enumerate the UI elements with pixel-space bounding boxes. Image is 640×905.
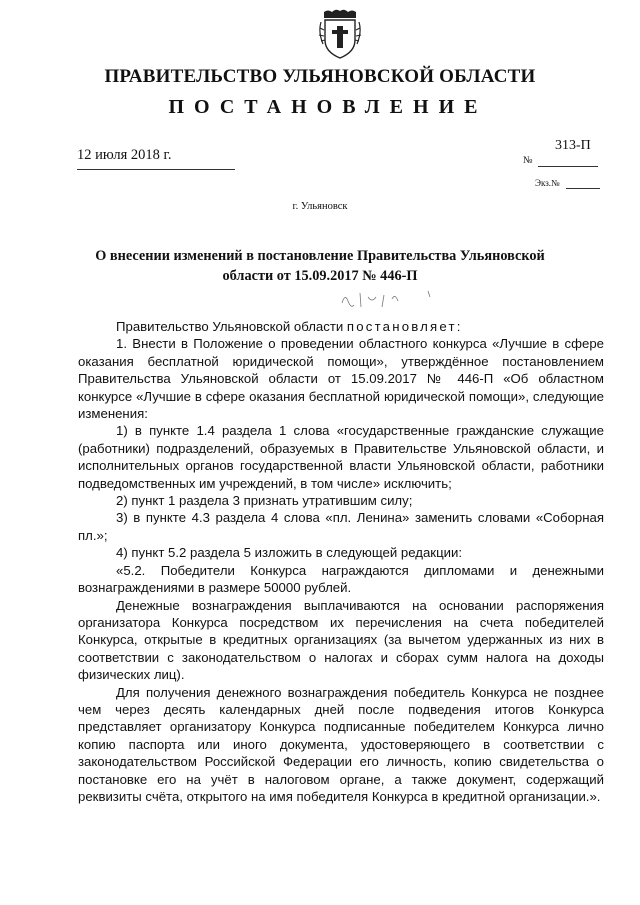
handwritten-mark bbox=[332, 285, 442, 315]
copy-number-label: Экз.№ bbox=[535, 178, 560, 188]
document-heading: О внесении изменений в постановление Правительства Ульяновской области от 15.09.2017 № 446-П bbox=[95, 248, 545, 284]
city-label: г. Ульяновск bbox=[292, 201, 348, 212]
body-paragraph: Для получения денежного вознаграждения победитель Конкурса не позднее чем через десять календарных дней после подведения итогов Конкурса представляет организатору Конкурса подписанные победителем Конкурса лично копию паспорта или иного документа, удостоверяющего в соответствии с законодательством Российской Федерации его личность, копию свидетельства о постановке его на учёт в налоговом органе, а также документ, содержащий реквизиты счёта, открытого на имя победителя Конкурса в кредитной организации.». bbox=[78, 684, 604, 804]
body-paragraph: Денежные вознаграждения выплачиваются на основании распоряжения организатора Конкурса посредством их перечисления на счета победителей Конкурса, открытые в кредитных организациях (за вычетом удержанных из них в соответствии с законодательством о налогах и сборах сумм налога на доходы физических лиц). bbox=[78, 597, 604, 683]
document-type: ПОСТАНОВЛЕНИЕ bbox=[168, 96, 488, 118]
body-paragraph: 3) в пункте 4.3 раздела 4 слова «пл. Ленина» заменить словами «Соборная пл.»; bbox=[78, 510, 604, 543]
document-date: 12 июля 2018 г. bbox=[77, 147, 172, 163]
number-sign: № bbox=[523, 155, 533, 166]
body-paragraph: 1) в пункте 1.4 раздела 1 слова «государственные гражданские служащие (работники) подразделений, образуемых в Правительстве Ульяновской области, и исполнительных органов государственной власти Ульяновской области, работники подведомственных им учреждений, в том числе» исключить; bbox=[78, 423, 604, 491]
intro-verb: постановляет: bbox=[346, 319, 463, 334]
number-underline bbox=[538, 166, 598, 167]
copy-number-underline bbox=[566, 188, 600, 189]
document-body bbox=[78, 318, 604, 805]
government-title: ПРАВИТЕЛЬСТВО УЛЬЯНОВСКОЙ ОБЛАСТИ bbox=[104, 66, 536, 87]
body-paragraph: 1. Внести в Положение о проведении областного конкурса «Лучшие в сфере оказания бесплатной юридической помощи», утверждённое постановлением Правительства Ульяновской области от 15.09.2017 № 446-П «Об областном конкурсе «Лучшие в сфере оказания бесплатной юридической помощи», следующие изменения: bbox=[78, 336, 604, 422]
intro-paragraph bbox=[78, 318, 604, 335]
body-paragraph: 4) пункт 5.2 раздела 5 изложить в следующей редакции: bbox=[116, 545, 463, 561]
coat-of-arms-icon bbox=[318, 8, 362, 60]
document-number: 313-П bbox=[555, 138, 591, 153]
body-paragraph: 2) пункт 1 раздела 3 признать утратившим силу; bbox=[116, 493, 413, 509]
body-paragraph: «5.2. Победители Конкурса награждаются дипломами и денежными вознаграждениями в размере 50000 рублей. bbox=[78, 562, 604, 596]
date-underline bbox=[77, 169, 235, 170]
intro-lead: Правительство Ульяновской области bbox=[116, 319, 344, 334]
